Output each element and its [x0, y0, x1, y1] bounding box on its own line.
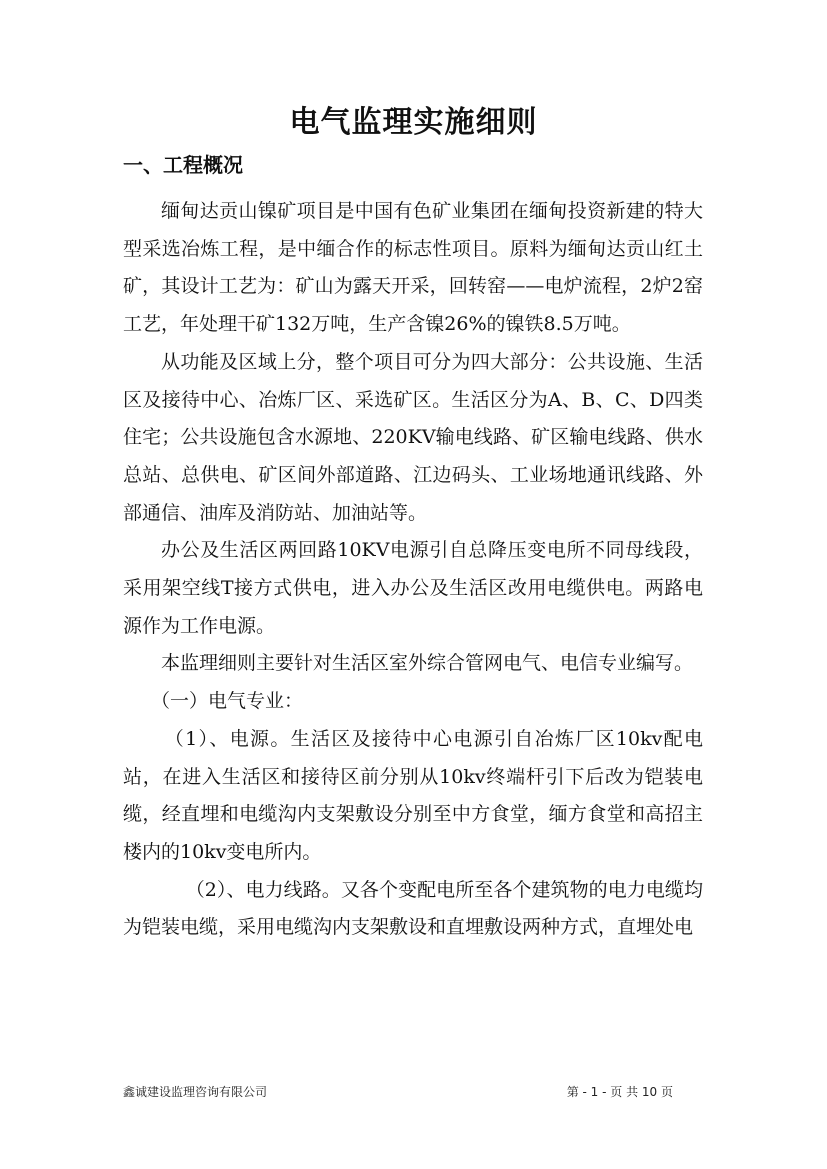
list-item-power-lines: （2）、电力线路。又各个变配电所至各个建筑物的电力电缆均为铠装电缆，采用电缆沟内支架敷设和直埋敷设两种方式，直埋处电 — [123, 878, 703, 939]
paragraph-project-intro: 缅甸达贡山镍矿项目是中国有色矿业集团在缅甸投资新建的特大型采选冶炼工程，是中缅合作的标志性项目。原料为缅甸达贡山红土矿，其设计工艺为：矿山为露天开采，回转窑——电炉流程，2炉2窑工艺，年处理干矿132万吨，生产含镍26%的镍铁8.5万吨。 — [123, 200, 703, 336]
paragraph-scope: 本监理细则主要针对生活区室外综合管网电气、电信专业编写。 — [161, 652, 694, 675]
subsection-heading-electrical: （一）电气专业： — [151, 690, 304, 713]
section-heading-overview: 一、工程概况 — [123, 153, 243, 177]
document-body — [123, 193, 703, 947]
document-title: 电气监理实施细则 — [289, 105, 538, 140]
list-item-power-source: （1）、电源。生活区及接待中心电源引自冶炼厂区10kv配电站，在进入生活区和接待区前分别从10kv终端杆引下后改为铠装电缆，经直埋和电缆沟内支架敷设分别至中方食堂，缅方食堂和高招主楼内的10kv变电所内。 — [123, 727, 703, 863]
paragraph-power-supply: 办公及生活区两回路10KV电源引自总降压变电所不同母线段，采用架空线T接方式供电，进入办公及生活区改用电缆供电。两路电源作为工作电源。 — [123, 539, 703, 637]
footer-page-number: 第 - 1 - 页 共 10 页 — [566, 1085, 673, 1099]
footer-company: 鑫诚建设监理咨询有限公司 — [123, 1085, 268, 1099]
paragraph-project-areas: 从功能及区域上分，整个项目可分为四大部分：公共设施、生活区及接待中心、冶炼厂区、采选矿区。生活区分为A、B、C、D四类住宅；公共设施包含水源地、220KV输电线路、矿区输电线路、供水总站、总供电、矿区间外部道路、江边码头、工业场地通讯线路、外部通信、油库及消防站、加油站等。 — [123, 350, 703, 524]
